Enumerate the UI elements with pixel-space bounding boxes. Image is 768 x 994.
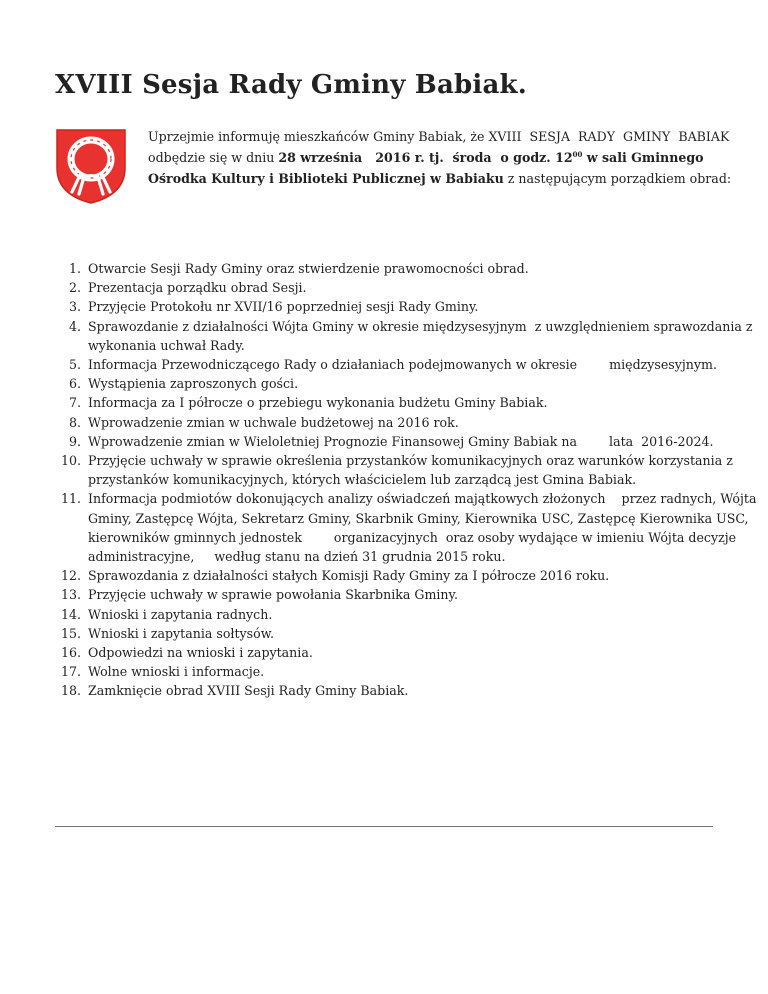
agenda-item-number: 7.: [68, 395, 81, 411]
session-announcement: [148, 126, 732, 189]
agenda-item-text: Informacja podmiotów dokonujących analizy oświadczeń majątkowych złożonych przez radnych, Wójta: [88, 491, 757, 507]
agenda-item-number: 14.: [60, 606, 81, 622]
agenda-item-text: Sprawozdania z działalności stałych Komisji Rady Gminy za I półrocze 2016 roku.: [88, 568, 610, 584]
agenda-item: [0, 662, 703, 681]
agenda-item: [0, 489, 757, 566]
announcement-text-end: z następującym porządkiem obrad:: [503, 171, 732, 186]
agenda-item-number: 18.: [60, 683, 81, 699]
agenda-item: [0, 624, 703, 643]
agenda-item-text: Wnioski i zapytania sołtysów.: [88, 625, 274, 641]
agenda-item-number: 10.: [60, 453, 81, 469]
agenda-item-number: 15.: [60, 625, 81, 641]
agenda-item: [0, 413, 703, 432]
agenda-item-text: Odpowiedzi na wnioski i zapytania.: [88, 645, 313, 661]
agenda-item: [0, 643, 703, 662]
agenda-item: [0, 432, 714, 451]
agenda-item-text: Wprowadzenie zmian w Wieloletniej Prognozie Finansowej Gminy Babiak na lata 2016-2024.: [88, 433, 714, 449]
agenda-item: [0, 451, 733, 489]
agenda-item: [0, 297, 703, 316]
agenda-item-text: kierowników gminnych jednostek organizacyjnych oraz osoby wydające w imieniu Wójta decyzje: [88, 529, 737, 545]
session-location-start: w sali Gminnego: [582, 150, 704, 165]
agenda-item-text: Prezentacja porządku obrad Sesji.: [88, 280, 307, 296]
agenda-item-text: Przyjęcie uchwały w sprawie określenia przystanków komunikacyjnych oraz warunków korzystania z: [88, 453, 733, 469]
coat-of-arms-icon: [55, 128, 127, 204]
agenda-item-text: Wnioski i zapytania radnych.: [88, 606, 273, 622]
agenda-item: [0, 393, 703, 412]
agenda-item-text: Wystąpienia zaproszonych gości.: [88, 376, 299, 392]
agenda-item: [0, 278, 703, 297]
session-time-minutes: 00: [572, 150, 583, 159]
announcement-line-3: [148, 168, 732, 189]
agenda-item-number: 12.: [60, 568, 81, 584]
agenda-item-number: 11.: [60, 491, 81, 507]
agenda-item-text: Sprawozdanie z działalności Wójta Gminy w okresie międzysesyjnym z uwzględnieniem sprawozdania z: [88, 318, 753, 334]
agenda-item-text: Gminy, Zastępcę Wójta, Sekretarz Gminy, Skarbnik Gminy, Kierownika USC, Zastępcę Kierownika USC,: [88, 510, 749, 526]
agenda-item-text: administracyjne, według stanu na dzień 31 grudnia 2015 roku.: [88, 549, 506, 565]
agenda-item: [0, 374, 703, 393]
agenda-item-number: 16.: [60, 645, 81, 661]
agenda-item-text: Zamknięcie obrad XVIII Sesji Rady Gminy Babiak.: [88, 683, 409, 699]
announcement-line-1: Uprzejmie informuję mieszkańców Gminy Babiak, że XVIII SESJA RADY GMINY BABIAK: [148, 129, 730, 144]
agenda-list: [0, 259, 757, 701]
agenda-item-text: Przyjęcie Protokołu nr XVII/16 poprzedniej sesji Rady Gminy.: [88, 299, 479, 315]
agenda-item-number: 1.: [68, 261, 81, 276]
agenda-item-number: 5.: [68, 357, 81, 373]
agenda-item-number: 6.: [68, 376, 81, 392]
announcement-line-2: [148, 147, 718, 168]
agenda-item-number: 4.: [68, 318, 81, 334]
session-location: Ośrodka Kultury i Biblioteki Publicznej w Babiaku: [148, 171, 504, 186]
agenda-item-text: Informacja Przewodniczącego Rady o działaniach podejmowanych w okresie międzysesyjnym.: [88, 357, 717, 373]
agenda-item: [0, 566, 703, 585]
agenda-item: [0, 355, 717, 374]
agenda-item-number: 2.: [68, 280, 81, 296]
agenda-item-text: Wprowadzenie zmian w uchwale budżetowej na 2016 rok.: [88, 414, 459, 430]
agenda-item-text: Przyjęcie uchwały w sprawie powołania Skarbnika Gminy.: [88, 587, 458, 603]
agenda-item-text: Informacja za I półrocze o przebiegu wykonania budżetu Gminy Babiak.: [88, 395, 548, 411]
agenda-item: [0, 317, 753, 355]
agenda-item-number: 13.: [60, 587, 81, 603]
agenda-item: [0, 681, 703, 700]
agenda-item: [0, 605, 703, 624]
agenda-item-text: Otwarcie Sesji Rady Gminy oraz stwierdzenie prawomocności obrad.: [88, 261, 529, 276]
agenda-item-text: przystanków komunikacyjnych, których właścicielem lub zarządcą jest Gmina Babiak.: [88, 472, 637, 488]
agenda-item-number: 9.: [68, 433, 81, 449]
session-date-time: 28 września 2016 r. tj. środa o godz. 12: [278, 150, 573, 165]
agenda-item-number: 8.: [68, 414, 81, 430]
page-title: XVIII Sesja Rady Gminy Babiak.: [55, 70, 527, 100]
agenda-item-text: wykonania uchwał Rady.: [88, 337, 245, 353]
agenda-item: [0, 585, 703, 604]
agenda-item-number: 17.: [60, 664, 81, 680]
agenda-item: [0, 259, 703, 278]
agenda-item-number: 3.: [68, 299, 81, 315]
agenda-item-text: Wolne wnioski i informacje.: [88, 664, 265, 680]
footer-divider: [55, 826, 713, 827]
announcement-text: odbędzie się w dniu: [148, 150, 279, 165]
